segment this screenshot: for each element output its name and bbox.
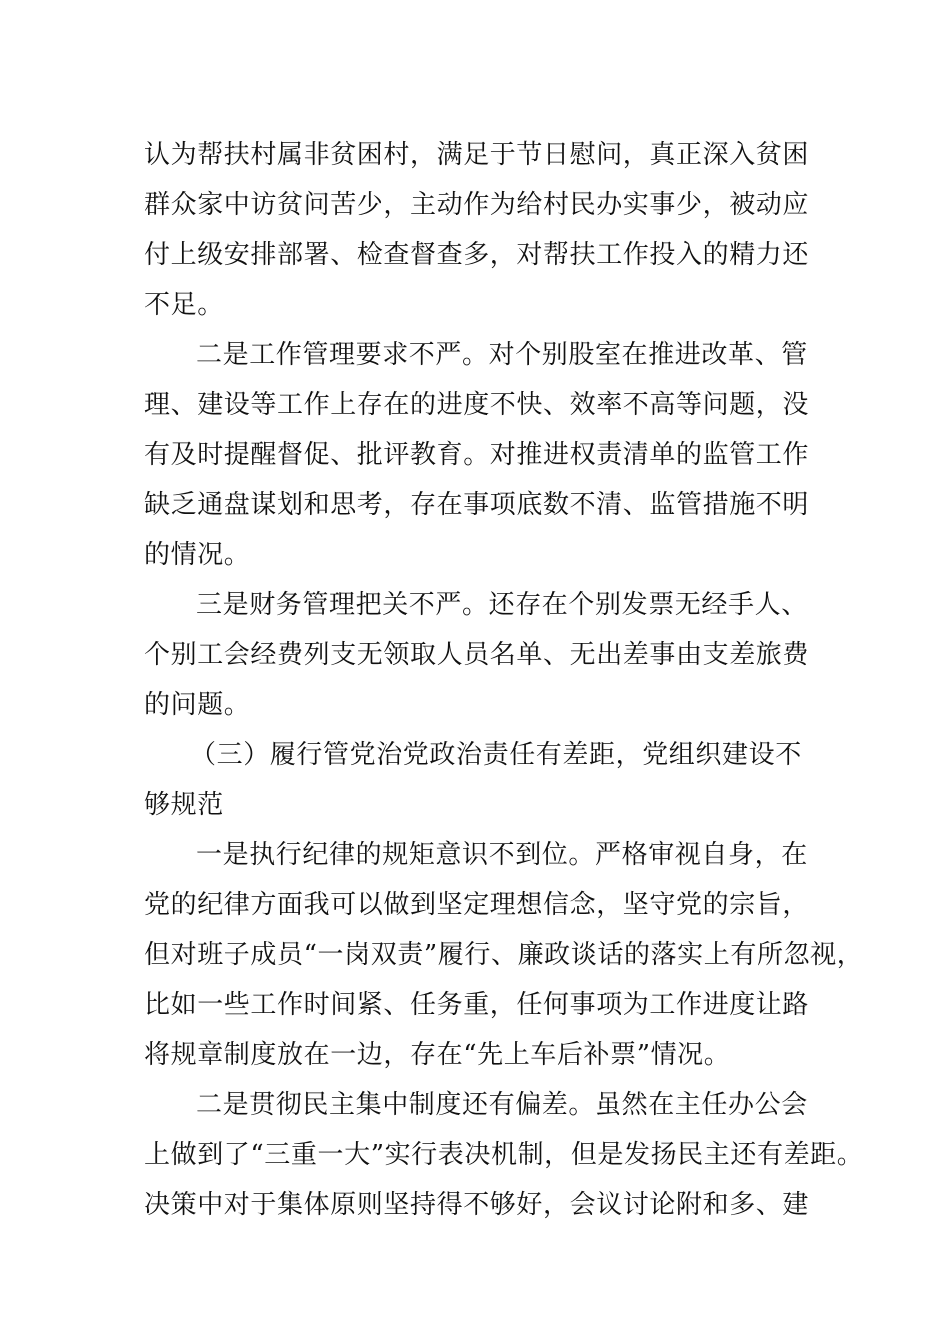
text-line: 群众家中访贫问苦少，主动作为给村民办实事少，被动应 bbox=[144, 190, 810, 220]
text-line: 但对班子成员“一岗双责”履行、廉政谈话的落实上有所忽视， bbox=[144, 940, 864, 970]
text-line: 党的纪律方面我可以做到坚定理想信念，坚守党的宗旨， bbox=[144, 890, 810, 920]
text-line: 将规章制度放在一边，存在“先上车后补票”情况。 bbox=[144, 1040, 731, 1070]
text-line: 付上级安排部署、检查督查多，对帮扶工作投入的精力还 bbox=[144, 240, 810, 270]
text-line: 缺乏通盘谋划和思考，存在事项底数不清、监管措施不明 bbox=[144, 490, 810, 520]
section-heading-line: （三）履行管党治党政治责任有差距，党组织建设不 bbox=[190, 740, 802, 770]
text-line: 个别工会经费列支无领取人员名单、无出差事由支差旅费 bbox=[144, 640, 810, 670]
text-line: 的问题。 bbox=[144, 690, 251, 720]
text-line: 有及时提醒督促、批评教育。对推进权责清单的监管工作 bbox=[144, 440, 810, 470]
text-line: 决策中对于集体原则坚持得不够好，会议讨论附和多、建 bbox=[144, 1190, 810, 1220]
paragraph-start-line: 二是工作管理要求不严。对个别股室在推进改革、管 bbox=[196, 340, 808, 370]
text-line: 上做到了“三重一大”实行表决机制，但是发扬民主还有差距。 bbox=[144, 1140, 864, 1170]
text-line: 不足。 bbox=[144, 290, 224, 320]
text-line: 理、建设等工作上存在的进度不快、效率不高等问题，没 bbox=[144, 390, 810, 420]
paragraph-start-line: 一是执行纪律的规矩意识不到位。严格审视自身，在 bbox=[196, 840, 808, 870]
section-heading-line: 够规范 bbox=[144, 790, 224, 820]
paragraph-start-line: 三是财务管理把关不严。还存在个别发票无经手人、 bbox=[196, 590, 808, 620]
text-line: 比如一些工作时间紧、任务重，任何事项为工作进度让路 bbox=[144, 990, 810, 1020]
paragraph-start-line: 二是贯彻民主集中制度还有偏差。虽然在主任办公会 bbox=[196, 1090, 808, 1120]
text-line: 的情况。 bbox=[144, 540, 251, 570]
text-line: 认为帮扶村属非贫困村，满足于节日慰问，真正深入贫困 bbox=[144, 140, 810, 170]
body-text bbox=[144, 130, 864, 1230]
